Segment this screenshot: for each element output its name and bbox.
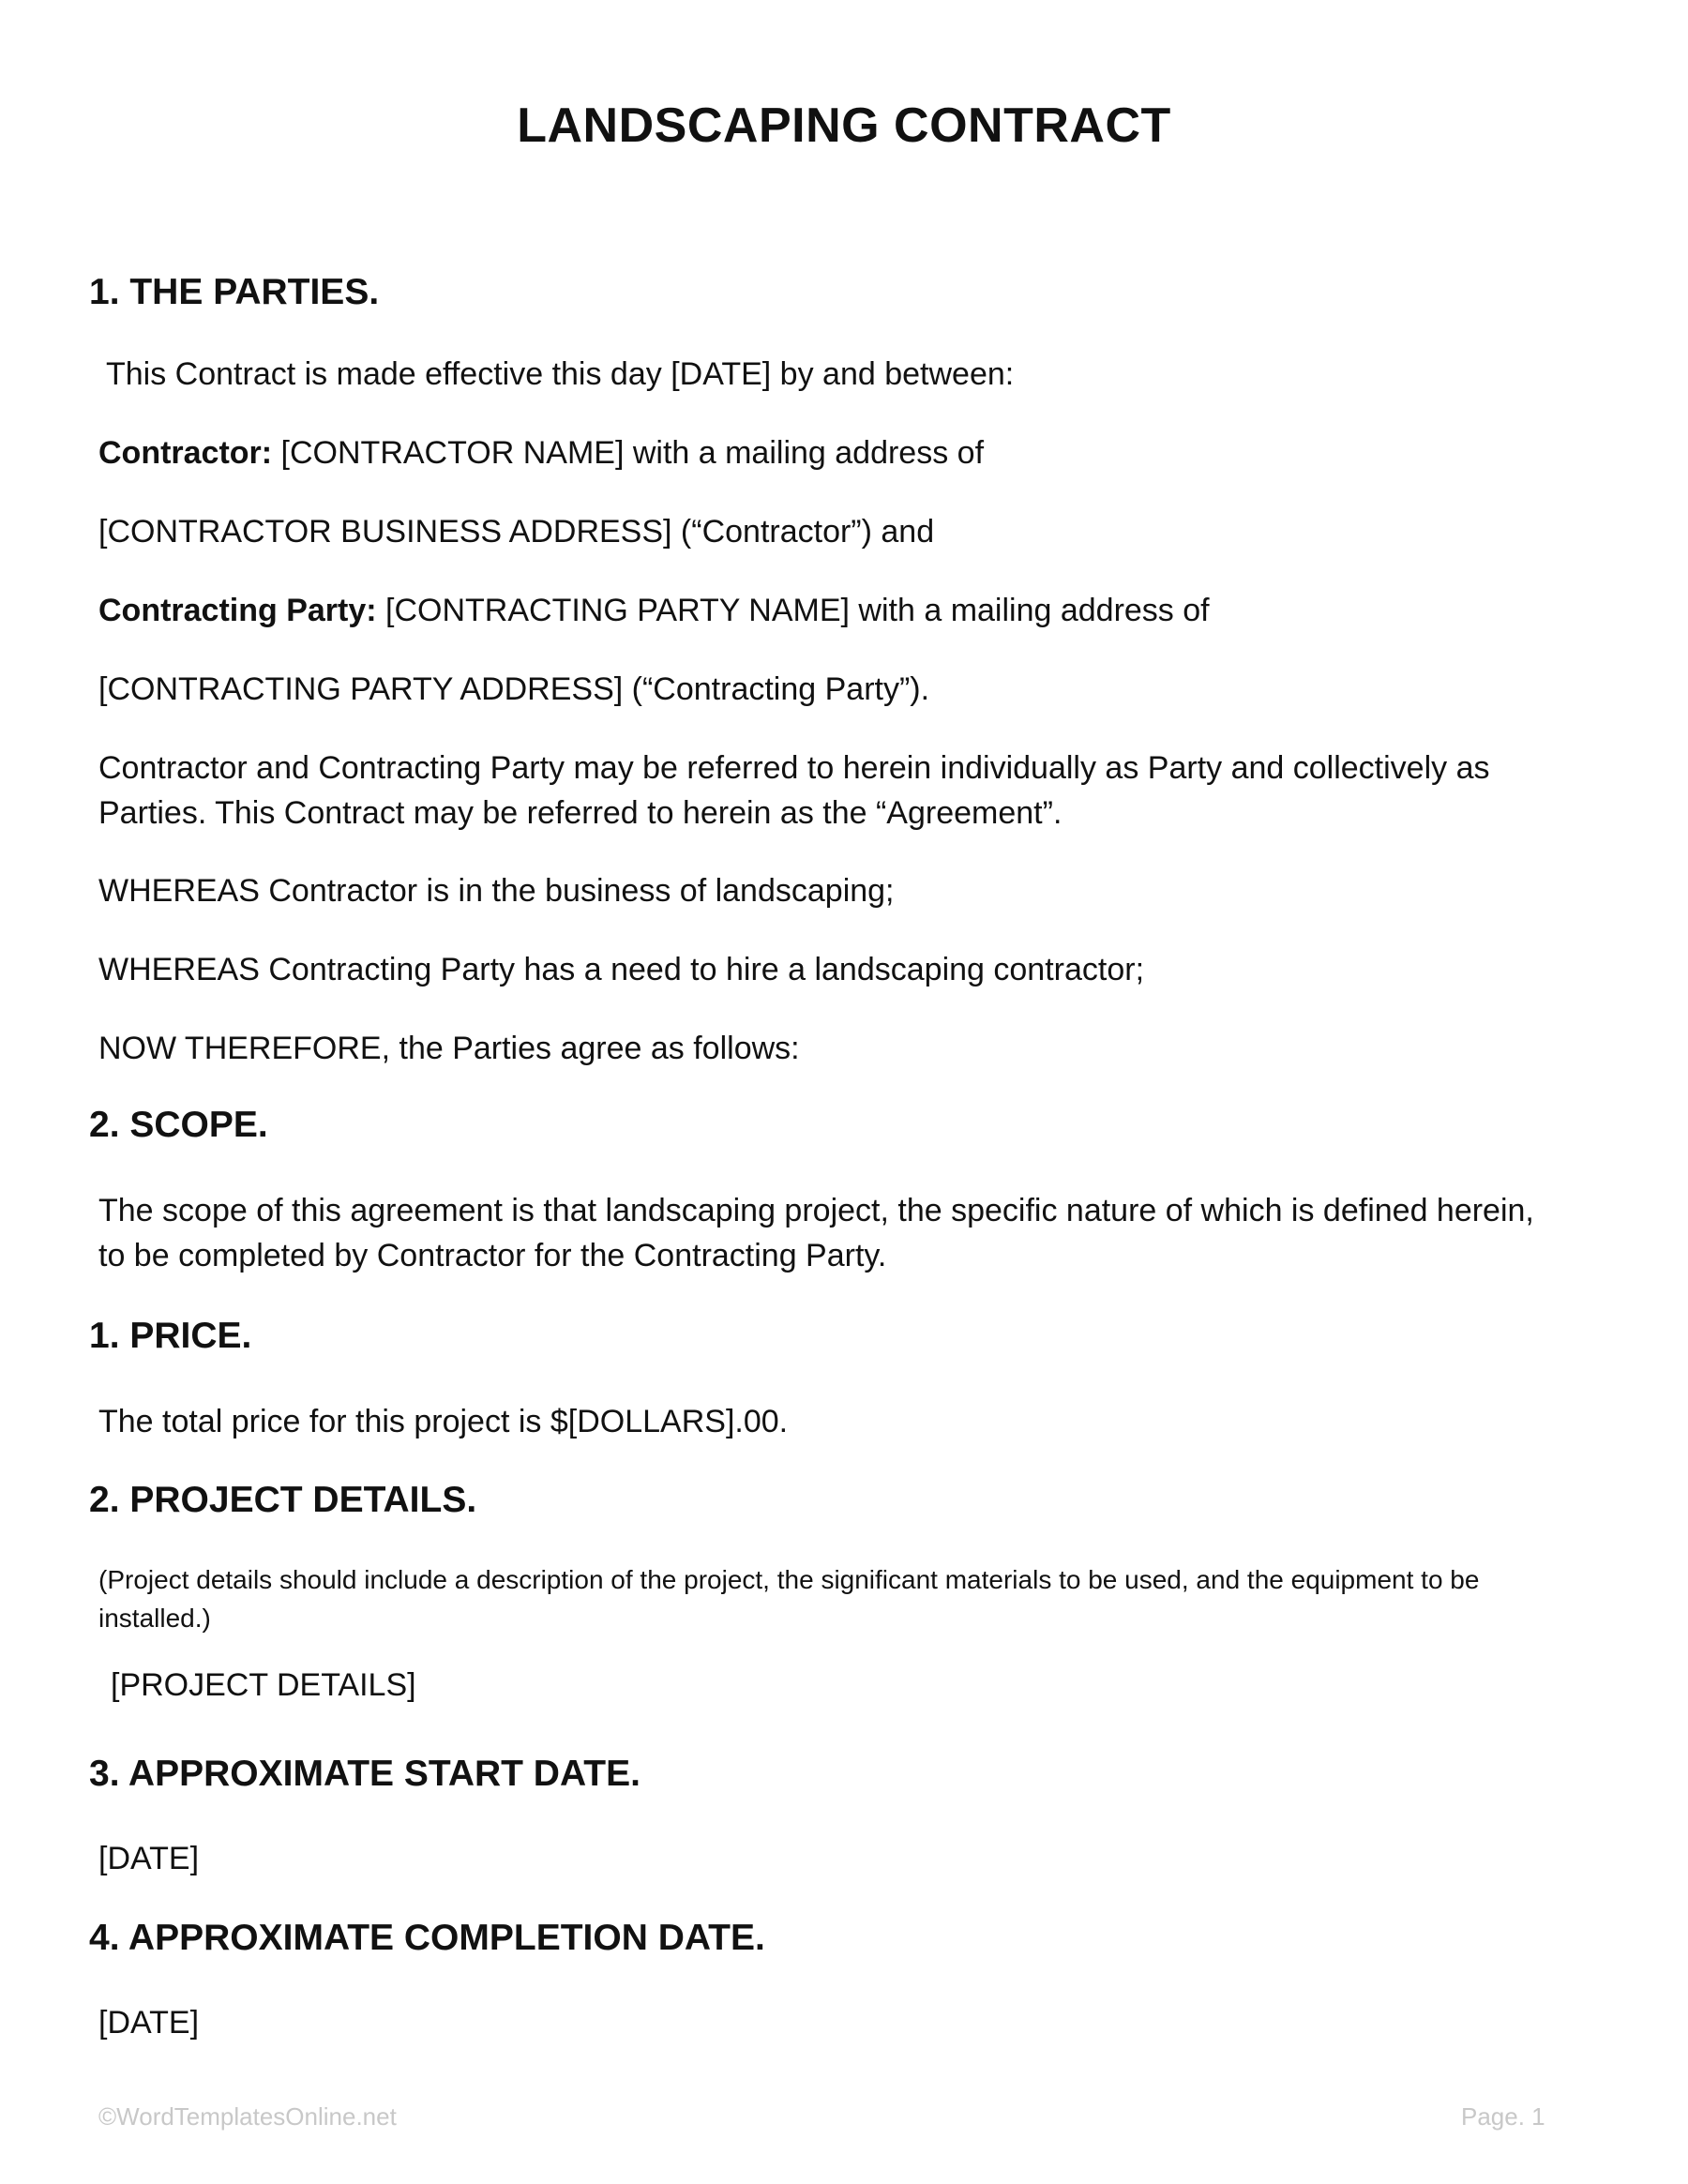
contractor-label: Contractor: xyxy=(98,435,273,471)
section-heading-parties: 1. THE PARTIES. xyxy=(89,272,380,312)
contracting-party-address: [CONTRACTING PARTY ADDRESS] (“Contracting Party”). xyxy=(98,671,930,707)
contractor-text: [CONTRACTOR NAME] with a mailing address of xyxy=(272,435,985,471)
contracting-party-text: [CONTRACTING PARTY NAME] with a mailing address of xyxy=(376,593,1210,628)
contracting-party-line xyxy=(98,588,1599,633)
referral-paragraph: Contractor and Contracting Party may be referred to herein individually as Party and collectively as Parties. This Contract may be referred to herein as the “Agreement”. xyxy=(98,750,1490,831)
scope-paragraph: The scope of this agreement is that landscaping project, the specific nature of which is defined herein, to be completed by Contractor for the Contracting Party. xyxy=(98,1193,1534,1273)
footer-page-number: Page. 1 xyxy=(1461,2102,1545,2131)
project-details-placeholder: [PROJECT DETAILS] xyxy=(111,1667,416,1703)
completion-date-value: [DATE] xyxy=(98,2005,200,2041)
contractor-address: [CONTRACTOR BUSINESS ADDRESS] (“Contractor”) and xyxy=(98,514,935,550)
project-details-note: (Project details should include a description of the project, the significant materials to be used, and the equipment to be installed.) xyxy=(98,1565,1480,1633)
contracting-party-label: Contracting Party: xyxy=(98,593,377,628)
section-heading-price: 1. PRICE. xyxy=(89,1316,252,1356)
start-date-value: [DATE] xyxy=(98,1841,200,1876)
contractor-line xyxy=(98,430,1599,475)
section-heading-completion-date: 4. APPROXIMATE COMPLETION DATE. xyxy=(89,1918,765,1958)
section-heading-start-date: 3. APPROXIMATE START DATE. xyxy=(89,1754,641,1794)
now-therefore: NOW THEREFORE, the Parties agree as follows: xyxy=(98,1031,800,1066)
whereas-2: WHEREAS Contracting Party has a need to hire a landscaping contractor; xyxy=(98,952,1145,987)
section-heading-scope: 2. SCOPE. xyxy=(89,1105,268,1145)
document-title: LANDSCAPING CONTRACT xyxy=(517,98,1171,153)
parties-intro: This Contract is made effective this day [DATE] by and between: xyxy=(106,356,1015,392)
price-paragraph: The total price for this project is $[DOLLARS].00. xyxy=(98,1404,789,1439)
whereas-1: WHEREAS Contractor is in the business of landscaping; xyxy=(98,873,895,909)
footer-copyright: ©WordTemplatesOnline.net xyxy=(98,2102,397,2131)
section-heading-project-details: 2. PROJECT DETAILS. xyxy=(89,1480,477,1520)
